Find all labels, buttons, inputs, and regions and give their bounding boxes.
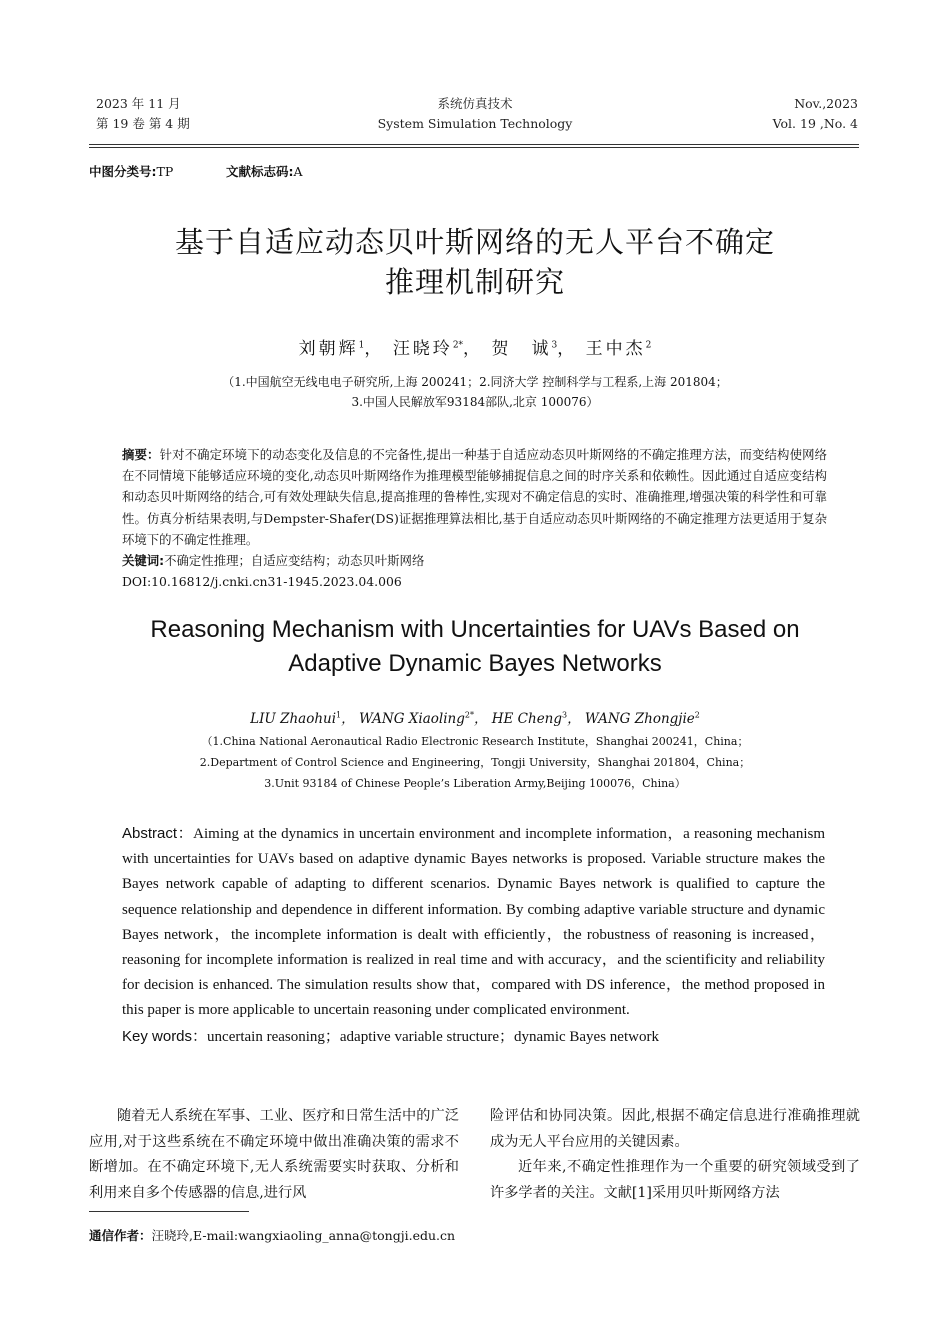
body-left-column bbox=[89, 1104, 459, 1206]
doi[interactable]: DOI:10.16812/j.cnki.cn31-1945.2023.04.006 bbox=[122, 574, 402, 590]
footnote-rule bbox=[89, 1211, 249, 1212]
abstract-cn-label: 摘要： bbox=[122, 447, 160, 462]
affiliation-cn-line: （1.中国航空无线电电子研究所,上海 200241；2.同济大学 控制科学与工程系,上海 201804； bbox=[222, 375, 728, 389]
header-volume-en: Vol. 19 ,No. 4 bbox=[772, 116, 858, 131]
author-en: HE Cheng$^3$ bbox=[491, 710, 568, 727]
abstract-en-text: Aiming at the dynamics in uncertain environment and incomplete information，a reasoning mechanism with uncertainties for UAVs based on adaptive dynamic Bayes networks is proposed. Variable structure makes the Bayes network capable of adapting to different scenarios. Dynamic Bayes network is qualified to capture the sequence relationship and dependence in different information. By combing adaptive variable structure and dynamic Bayes network，the incomplete information is dealt with efficiently，the robustness of reasoning is increased，reasoning for incomplete information is realized in real time and with accuracy，and the scientificity and reliability for decision is enhanced. The simulation results show that，compared with DS inference，the method proposed in this paper is more applicable to uncertain reasoning under complicated environment. bbox=[122, 826, 825, 1019]
clc-value: TP bbox=[156, 164, 174, 179]
header-right bbox=[773, 94, 858, 134]
title-en-line1: Reasoning Mechanism with Uncertainties for UAVs Based on bbox=[150, 616, 800, 643]
clc-label: 中图分类号: bbox=[89, 164, 157, 179]
title-cn bbox=[0, 222, 950, 302]
author-en: WANG Xiaoling$^{2*}$ bbox=[358, 710, 474, 727]
doc-label: 文献标志码: bbox=[226, 164, 294, 179]
abstract-en-label: Abstract： bbox=[122, 825, 194, 842]
title-cn-line2: 推理机制研究 bbox=[384, 265, 565, 299]
footnote-text[interactable]: 汪晓玲,E-mail:wangxiaoling_anna@tongji.edu.cn bbox=[151, 1228, 456, 1243]
doc-value: A bbox=[293, 164, 303, 179]
clc-code bbox=[89, 162, 173, 180]
authors-en: LIU Zhaohui$^1$， WANG Xiaoling$^{2*}$， HE Cheng$^3$， WANG Zhongjie$^2$ bbox=[250, 710, 700, 727]
footnote-label: 通信作者： bbox=[89, 1228, 152, 1243]
keywords-en-label: Key words： bbox=[122, 1027, 208, 1045]
body-paragraph: 近年来,不确定性推理作为一个重要的研究领域受到了许多学者的关注。文献[1]采用贝叶斯网络方法 bbox=[490, 1159, 860, 1201]
abstract-en bbox=[122, 821, 825, 1050]
abstract-cn bbox=[122, 444, 827, 592]
author-cn: 刘朝辉$^1$ bbox=[298, 339, 365, 359]
affiliation-cn-line: 3.中国人民解放军93184部队,北京 100076） bbox=[351, 395, 599, 409]
abstract-cn-text: 针对不确定环境下的动态变化及信息的不完备性,提出一种基于自适应动态贝叶斯网络的不确定推理方法，而变结构使网络在不同情境下能够适应环境的变化,动态贝叶斯网络作为推理模型能够捕捉信息之间的时序关系和依赖性。因此通过自适应变结构和动态贝叶斯网络的结合,可有效处理缺失信息,提高推理的鲁棒性,实现对不确定信息的实时、准确推理,增强决策的科学性和可靠性。仿真分析结果表明,与Dempster-Shafer(DS)证据推理算法相比,基于自适应动态贝叶斯网络的不确定推理方法更适用于复杂环境下的不确定性推理。 bbox=[122, 447, 827, 547]
author-en: WANG Zhongjie$^2$ bbox=[584, 710, 700, 727]
keywords-cn-label: 关键词: bbox=[122, 553, 165, 569]
keywords-en: uncertain reasoning；adaptive variable structure；dynamic Bayes network bbox=[207, 1028, 659, 1045]
affiliation-en-line: （1.China National Aeronautical Radio Electronic Research Institute，Shanghai 200241，China； bbox=[201, 735, 749, 748]
body-paragraph: 随着无人系统在军事、工业、医疗和日常生活中的广泛应用,对于这些系统在不确定环境中做出准确决策的需求不断增加。在不确定环境下,无人系统需要实时获取、分析和利用来自多个传感器的信息,进行风 bbox=[89, 1108, 459, 1201]
header-volume-cn: 第 19 卷 第 4 期 bbox=[96, 116, 190, 131]
title-en-line2: Adaptive Dynamic Bayes Networks bbox=[288, 650, 662, 677]
author-en: LIU Zhaohui$^1$ bbox=[250, 710, 342, 727]
header-center bbox=[325, 94, 625, 134]
doc-code bbox=[226, 162, 303, 180]
header-date-en: Nov.,2023 bbox=[794, 96, 858, 111]
footnote bbox=[89, 1226, 455, 1244]
affiliation-en-line: 2.Department of Control Science and Engineering，Tongji University，Shanghai 201804，China； bbox=[199, 756, 751, 769]
affiliations-cn bbox=[0, 372, 950, 412]
body-right-column bbox=[490, 1104, 860, 1206]
author-cn: 汪晓玲$^{2*}$ bbox=[392, 339, 464, 359]
keywords-cn: 不确定性推理；自适应变结构；动态贝叶斯网络 bbox=[164, 553, 425, 569]
body-paragraph: 险评估和协同决策。因此,根据不确定信息进行准确推理就成为无人平台应用的关键因素。 bbox=[490, 1108, 860, 1150]
author-cn: 贺 诚$^3$ bbox=[491, 339, 558, 359]
header-left bbox=[96, 94, 190, 134]
title-en bbox=[0, 613, 950, 681]
affiliations-en bbox=[0, 731, 950, 794]
header-date: 2023 年 11 月 bbox=[96, 96, 181, 111]
header-rule-double bbox=[89, 147, 859, 148]
title-cn-line1: 基于自适应动态贝叶斯网络的无人平台不确定 bbox=[174, 225, 775, 259]
journal-name-en: System Simulation Technology bbox=[377, 116, 573, 131]
header-rule bbox=[89, 144, 859, 145]
author-cn: 王中杰$^2$ bbox=[585, 339, 652, 359]
journal-name-cn: 系统仿真技术 bbox=[437, 96, 513, 111]
affiliation-en-line: 3.Unit 93184 of Chinese People’s Liberation Army,Beijing 100076，China） bbox=[264, 777, 686, 790]
authors-cn: 刘朝辉$^1$， 汪晓玲$^{2*}$， 贺 诚$^3$， 王中杰$^2$ bbox=[298, 339, 652, 359]
